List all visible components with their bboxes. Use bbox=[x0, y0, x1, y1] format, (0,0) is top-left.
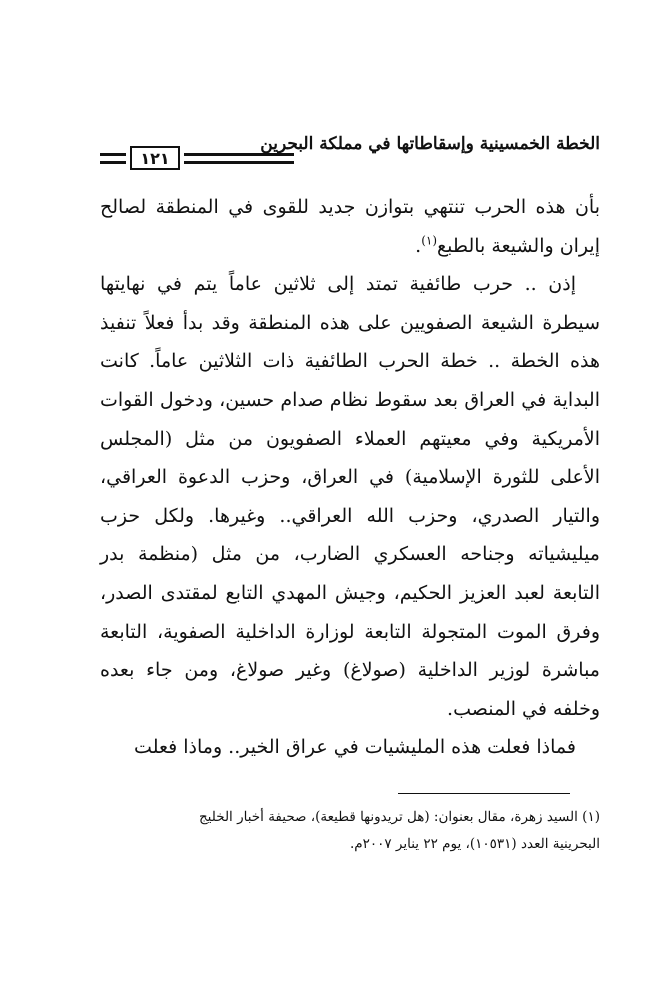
paragraph-1 bbox=[100, 188, 600, 265]
footnote bbox=[100, 804, 600, 858]
footnote-line-2: البحرينية العدد (١٠٥٣١)، يوم ٢٢ يناير ٢٠٠٧م. bbox=[349, 836, 600, 852]
footnote-ref[interactable]: (١) bbox=[421, 233, 438, 248]
page-number: ١٢١ bbox=[130, 146, 180, 170]
header-rule-middle-2 bbox=[184, 161, 294, 164]
footnote-line-1: (١) السيد زهرة، مقال بعنوان: (هل تريدونها قطيعة)، صحيفة أخبار الخليج bbox=[198, 809, 600, 825]
running-header bbox=[100, 134, 600, 174]
paragraph-3: فماذا فعلت هذه المليشيات في عراق الخير.. وماذا فعلت bbox=[134, 736, 576, 759]
header-rule-left-2 bbox=[100, 161, 126, 164]
header-rule-left bbox=[100, 153, 126, 156]
paragraph-2: إذن .. حرب طائفية تمتد إلى ثلاثين عاماً يتم في نهايتها سيطرة الشيعة الصفويين على هذه المنطقة وقد بدأ فعلاً تنفيذ هذه الخطة .. خطة الحرب الطائفية ذات الثلاثين عاماً. كانت البداية في العراق بعد سقوط نظام صدام حسين، ودخول القوات الأمريكية وفي معيتهم العملاء الصفويون من مثل (المجلس الأعلى للثورة الإسلامية) في العراق، وحزب الدعوة العراقي، والتيار الصدري، وحزب الله العراقي.. وغيرها. ولكل حزب ميليشياته وجناحه العسكري الضارب، من مثل (منظمة بدر التابعة لعبد العزيز الحكيم، وجيش المهدي التابع لمقتدى الصدر، وفرق الموت المتجولة التابعة لوزارة الداخلية الصفوية، التابعة مباشرة لوزير الداخلية (صولاغ) وغير صولاغ، ومن جاء بعده وخلفه في المنصب. bbox=[100, 273, 600, 720]
paragraph-1-text: بأن هذه الحرب تنتهي بتوازن جديد للقوى في المنطقة لصالح إيران والشيعة بالطبع bbox=[100, 196, 600, 257]
footnote-divider bbox=[398, 793, 570, 794]
paragraph-1-end: . bbox=[415, 234, 422, 257]
body-text bbox=[100, 188, 600, 767]
header-title: الخطة الخمسينية وإسقاطاتها في مملكة البحرين bbox=[260, 134, 600, 154]
